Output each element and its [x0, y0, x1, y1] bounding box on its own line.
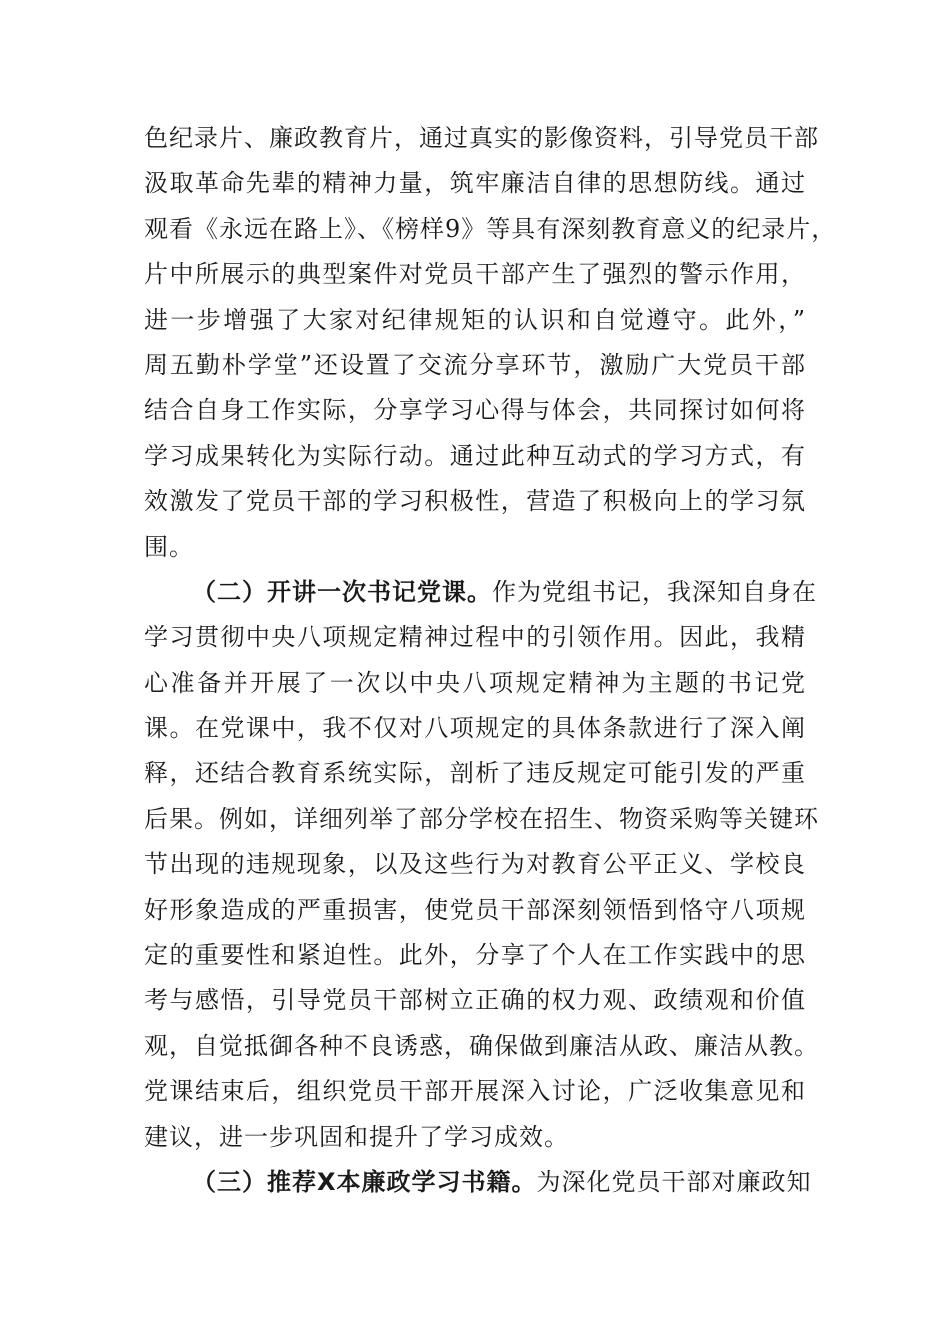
section-2-first-line: [144, 570, 817, 615]
text-line: 效激发了党员干部的学习积极性，营造了积极向上的学习氛: [144, 487, 806, 516]
section-3-first-line: [144, 1160, 812, 1205]
text-line: 汲取革命先辈的精神力量，筑牢廉洁自律的思想防线。通过: [144, 169, 806, 198]
section-3-first-line-text: 为深化党员干部对廉政知: [536, 1167, 812, 1196]
text-line: 观，自觉抵御各种不良诱惑，确保做到廉洁从政、廉洁从教。: [144, 1031, 819, 1060]
text-line: 后果。例如，详细列举了部分学校在招生、物资采购等关键环: [144, 804, 819, 833]
text-line: 课。在党课中，我不仅对八项规定的具体条款进行了深入阐: [144, 714, 806, 743]
text-line: 心准备并开展了一次以中央八项规定精神为主题的书记党: [144, 668, 806, 697]
text-line: 结合自身工作实际，分享学习心得与体会，共同探讨如何将: [144, 396, 806, 425]
section-3-heading: （三）推荐X本廉政学习书籍。: [192, 1167, 537, 1196]
section-2-heading: （二）开讲一次书记党课。: [192, 577, 492, 606]
text-line: 观看《永远在路上》、《榜样9》等具有深刻教育意义的纪录片，: [144, 214, 837, 243]
text-line: 考与感悟，引导党员干部树立正确的权力观、政绩观和价值: [144, 986, 806, 1015]
text-line: 定的重要性和紧迫性。此外，分享了个人在工作实践中的思: [144, 941, 806, 970]
section-2-first-line-text: 作为党组书记，我深知自身在: [492, 577, 817, 606]
text-line: 建议，进一步巩固和提升了学习成效。: [144, 1122, 569, 1151]
text-line: 学习贯彻中央八项规定精神过程中的引领作用。因此，我精: [144, 623, 806, 652]
text-line: 周五勤朴学堂”还设置了交流分享环节，激励广大党员干部: [144, 350, 806, 379]
text-line: 片中所展示的典型案件对党员干部产生了强烈的警示作用，: [144, 260, 806, 289]
document-page: [144, 116, 837, 1205]
text-line: 释，还结合教育系统实际，剖析了违反规定可能引发的严重: [144, 759, 806, 788]
text-line: 色纪录片、廉政教育片，通过真实的影像资料，引导党员干部: [144, 124, 819, 152]
text-line: 党课结束后，组织党员干部开展深入讨论，广泛收集意见和: [144, 1077, 806, 1106]
text-line: 进一步增强了大家对纪律规矩的认识和自觉遵守。此外，”: [144, 305, 806, 334]
text-line: 节出现的违规现象，以及这些行为对教育公平正义、学校良: [144, 850, 806, 879]
text-line: 学习成果转化为实际行动。通过此种互动式的学习方式，有: [144, 441, 806, 470]
text-line: 好形象造成的严重损害，使党员干部深刻领悟到恪守八项规: [144, 895, 806, 924]
text-line: 围。: [144, 532, 194, 561]
